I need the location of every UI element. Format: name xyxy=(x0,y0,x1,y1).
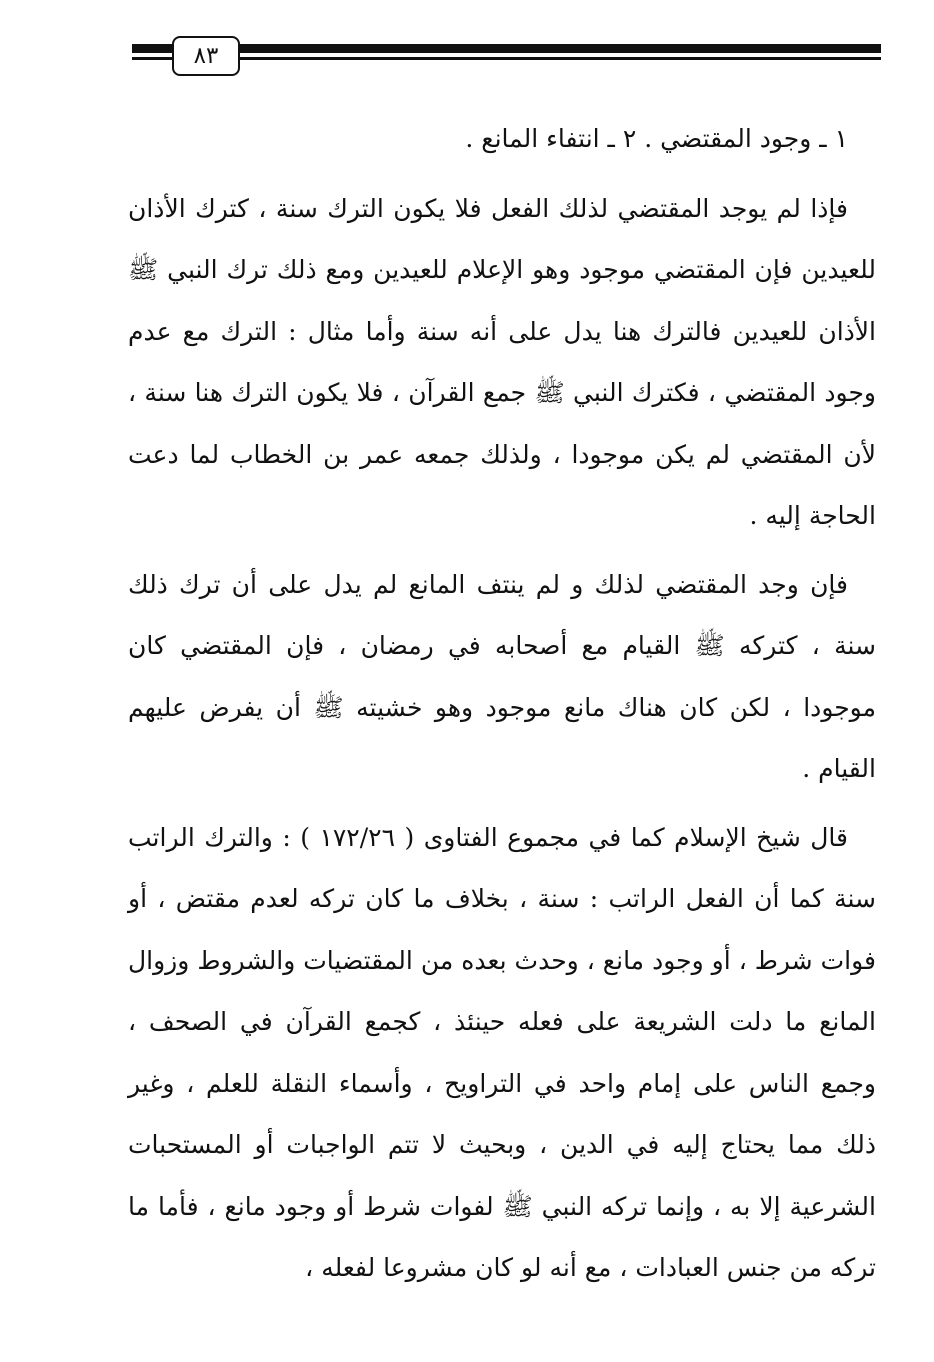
page-header xyxy=(132,36,881,76)
paragraph-ibn-taymiyyah-quote: قال شيخ الإسلام كما في مجموع الفتاوى ( ١٧٢/٢٦ ) : والترك الراتب سنة كما أن الفعل الراتب : سنة ، بخلاف ما كان تركه لعدم مقتض ، أو فوات شرط ، أو وجود مانع ، وحدث بعده من المقتضيات والشروط وزوال المانع ما دلت الشريعة على فعله حينئذ ، كجمع القرآن في الصحف ، وجمع الناس على إمام واحد في التراويح ، وأسماء النقلة للعلم ، وغير ذلك مما يحتاج إليه في الدين ، وبحيث لا تتم الواجبات أو المستحبات الشرعية إلا به ، وإنما تركه النبي ﷺ لفوات شرط أو وجود مانع ، فأما ما تركه من جنس العبادات ، مع أنه لو كان مشروعا لفعله ، xyxy=(128,822,876,1282)
page-body xyxy=(128,108,876,1306)
paragraph-no-requirement: فإذا لم يوجد المقتضي لذلك الفعل فلا يكون الترك سنة ، كترك الأذان للعيدين فإن المقتضي موجود وهو الإعلام للعيدين ومع ذلك ترك النبي ﷺ الأذان للعيدين فالترك هنا يدل على أنه سنة وأما مثال : الترك مع عدم وجود المقتضي ، فكترك النبي ﷺ جمع القرآن ، فلا يكون الترك هنا سنة ، لأن المقتضي لم يكن موجودا ، ولذلك جمعه عمر بن الخطاب لما دعت الحاجة إليه . xyxy=(128,193,876,530)
paragraph-conditions: ١ ـ وجود المقتضي . ٢ ـ انتفاء المانع . xyxy=(465,124,848,153)
paragraph-requirement-with-obstacle: فإن وجد المقتضي لذلك و لم ينتف المانع لم يدل على أن ترك ذلك سنة ، كتركه ﷺ القيام مع أصحابه في رمضان ، فإن المقتضي كان موجودا ، لكن كان هناك مانع موجود وهو خشيته ﷺ أن يفرض عليهم القيام . xyxy=(128,569,876,783)
header-rule-thick xyxy=(132,44,881,53)
header-rule-thin xyxy=(132,57,881,60)
page-number: ٨٣ xyxy=(172,36,240,76)
